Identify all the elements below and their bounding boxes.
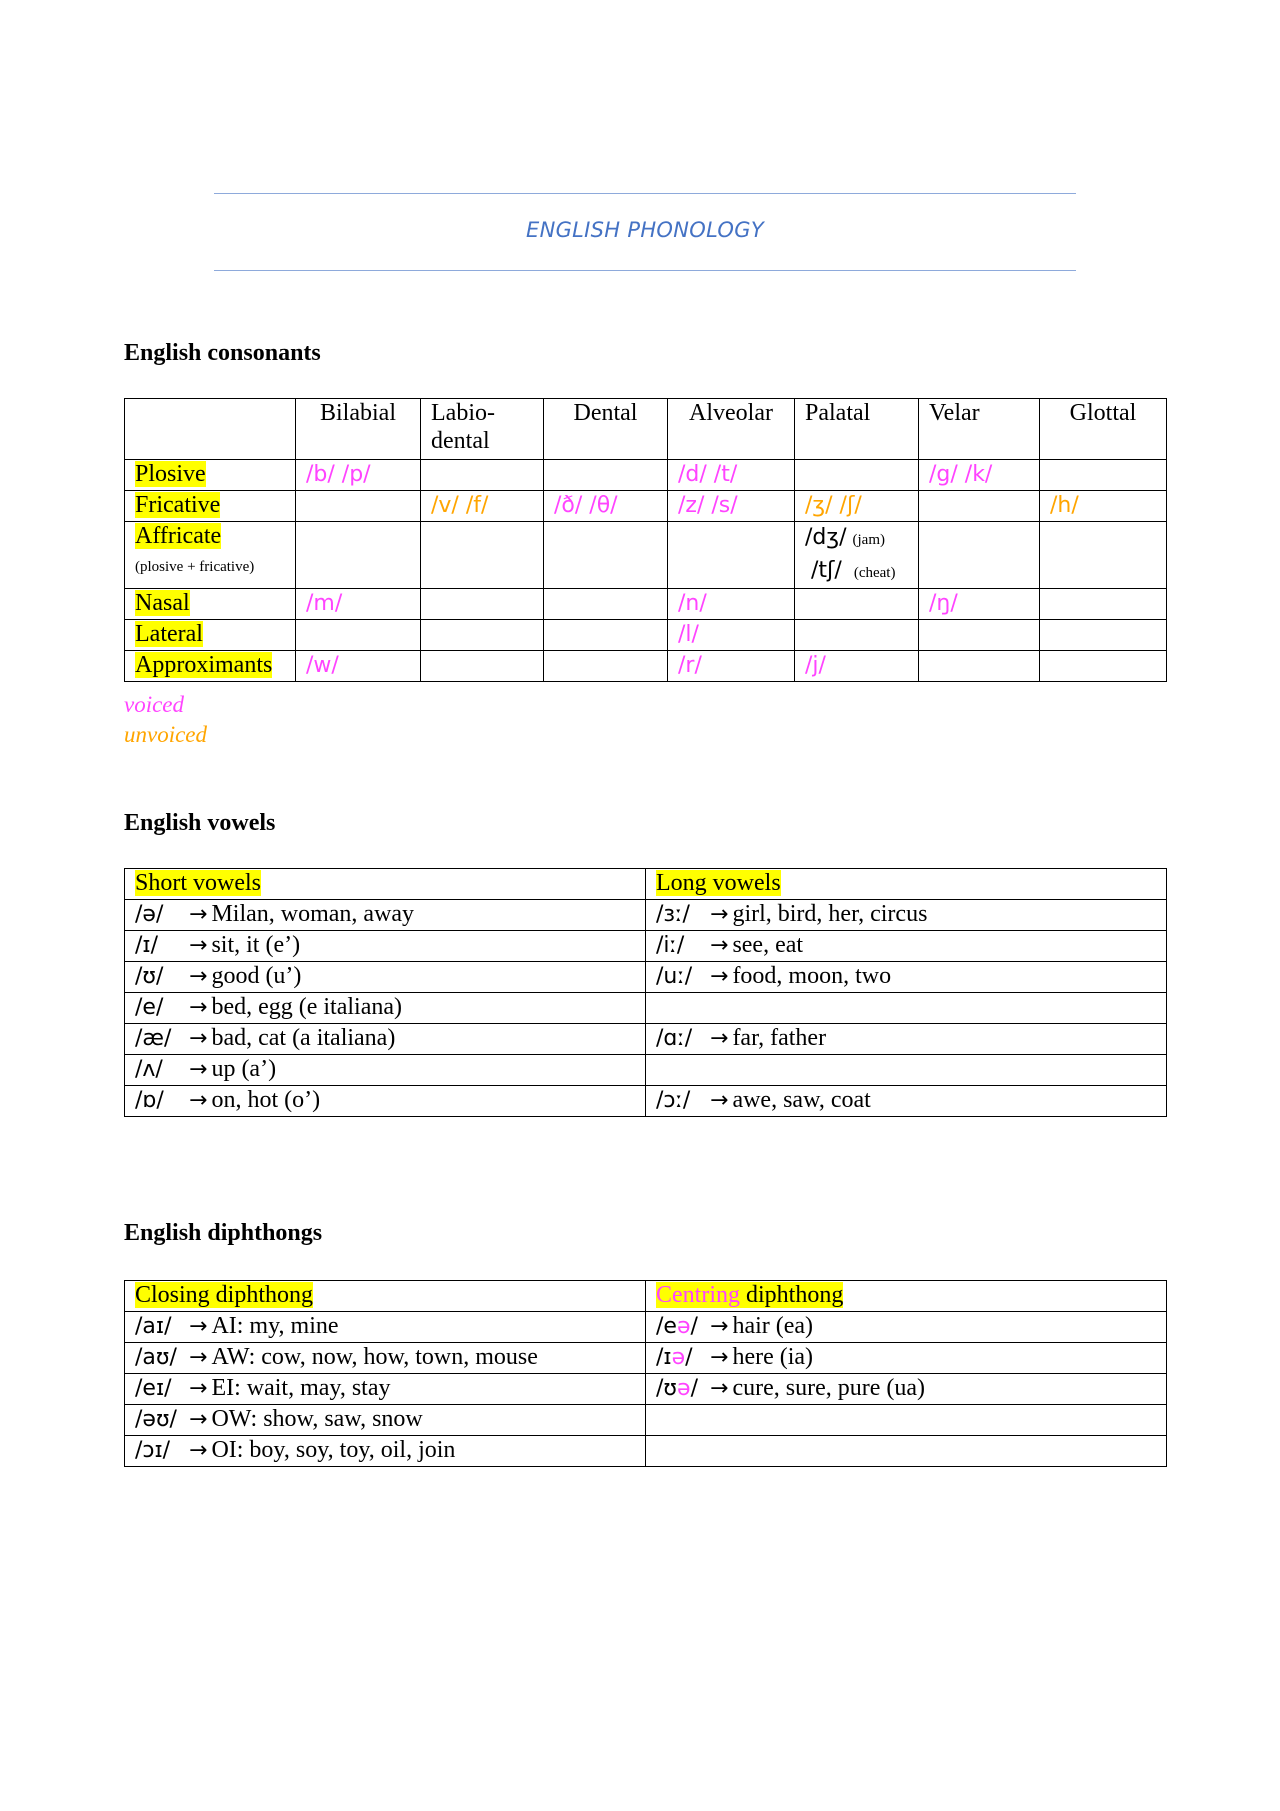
short-vowel-ipa: /ɪ/: [135, 933, 158, 958]
centring-diphthong-cell: [646, 1436, 1167, 1467]
approximants-alveolar: /r/: [678, 653, 702, 678]
nasal-alveolar: /n/: [678, 591, 707, 616]
legend-unvoiced: unvoiced: [124, 722, 208, 747]
centring-diphthong-cell: [646, 1343, 1167, 1374]
short-vowel-cell: [125, 962, 646, 993]
closing-diphthong-cell: [125, 1436, 646, 1467]
col-glottal: Glottal: [1040, 399, 1167, 460]
arrow-icon: →: [710, 964, 729, 989]
long-vowels-header: Long vowels: [656, 870, 781, 896]
diphthongs-heading: English diphthongs: [124, 1220, 323, 1246]
arrow-icon: →: [189, 995, 208, 1020]
legend-voiced: voiced: [124, 692, 185, 717]
label-affricate: Affricate: [135, 523, 222, 549]
long-vowel-cell: [646, 1024, 1167, 1055]
row-fricative: [125, 491, 1167, 522]
centring-ipa-schwa: ə: [671, 1345, 686, 1370]
arrow-icon: →: [189, 933, 208, 958]
arrow-icon: →: [189, 902, 208, 927]
short-vowel-examples: on, hot (o’): [211, 1087, 321, 1113]
approximants-palatal: /j/: [805, 653, 826, 678]
col-velar: Velar: [919, 399, 1040, 460]
vowels-table: [124, 868, 1167, 1117]
short-vowel-examples: bed, egg (e italiana): [211, 994, 403, 1020]
affricate-dj-note: (jam): [852, 532, 885, 548]
vowel-row: [125, 900, 1167, 931]
short-vowel-cell: [125, 931, 646, 962]
centring-ipa-end: /: [685, 1345, 693, 1370]
closing-diphthong-ipa: /ɔɪ/: [135, 1438, 171, 1463]
closing-diphthong-ipa: /aʊ/: [135, 1345, 177, 1370]
arrow-icon: →: [710, 1376, 729, 1401]
arrow-icon: →: [710, 1088, 729, 1113]
centring-ipa-start: /ʊ: [656, 1376, 678, 1401]
short-vowel-examples: up (a’): [211, 1056, 277, 1082]
affricate-note: (plosive + fricative): [135, 559, 255, 575]
long-vowel-examples: girl, bird, her, circus: [732, 901, 928, 927]
fricative-glottal: /h/: [1050, 493, 1079, 518]
vowels-heading: English vowels: [124, 810, 276, 836]
long-vowel-ipa: /ɑː/: [656, 1026, 693, 1051]
centring-ipa-schwa: ə: [676, 1314, 691, 1339]
centring-diphthong-examples: cure, sure, pure (ua): [732, 1375, 925, 1401]
closing-diphthong-cell: [125, 1405, 646, 1436]
centring-header-word: Centring: [656, 1282, 740, 1308]
long-vowel-ipa: /ɔː/: [656, 1088, 691, 1113]
col-alveolar: Alveolar: [668, 399, 795, 460]
long-vowel-ipa: /iː/: [656, 933, 685, 958]
arrow-icon: →: [189, 1407, 208, 1432]
row-nasal: [125, 589, 1167, 620]
closing-diphthong-cell: [125, 1374, 646, 1405]
col-palatal: Palatal: [795, 399, 919, 460]
affricate-tsh: /tʃ/: [811, 558, 842, 583]
long-vowel-ipa: /uː/: [656, 964, 693, 989]
arrow-icon: →: [710, 1314, 729, 1339]
arrow-icon: →: [710, 933, 729, 958]
consonants-table: [124, 398, 1167, 682]
long-vowel-cell: [646, 1086, 1167, 1117]
diphthongs-header-row: [125, 1281, 1167, 1312]
closing-diphthong-cell: [125, 1312, 646, 1343]
diphthong-row: [125, 1436, 1167, 1467]
nasal-velar: /ŋ/: [929, 591, 958, 616]
closing-diphthong-cell: [125, 1343, 646, 1374]
vowel-row: [125, 1024, 1167, 1055]
closing-diphthong-ipa: /eɪ/: [135, 1376, 172, 1401]
fricative-palatal: /ʒ/ /ʃ/: [805, 493, 862, 518]
closing-diphthong-ipa: /aɪ/: [135, 1314, 172, 1339]
vowel-row: [125, 1055, 1167, 1086]
col-dental: Dental: [544, 399, 668, 460]
consonants-header-row: [125, 399, 1167, 460]
label-plosive: Plosive: [135, 461, 206, 487]
plosive-velar: /g/ /k/: [929, 462, 993, 487]
row-plosive: [125, 460, 1167, 491]
vowel-row: [125, 993, 1167, 1024]
nasal-bilabial: /m/: [306, 591, 343, 616]
short-vowels-header: Short vowels: [135, 870, 261, 896]
short-vowel-cell: [125, 900, 646, 931]
centring-ipa-end: /: [690, 1376, 698, 1401]
lateral-alveolar: /l/: [678, 622, 699, 647]
affricate-tsh-note: (cheat): [853, 565, 896, 581]
closing-diphthong-examples: EI: wait, may, stay: [211, 1375, 391, 1401]
long-vowel-cell: [646, 993, 1167, 1024]
short-vowel-ipa: /e/: [135, 995, 164, 1020]
document-title: ENGLISH PHONOLOGY: [526, 218, 764, 242]
vowels-header-row: [125, 869, 1167, 900]
short-vowel-examples: sit, it (e’): [211, 932, 301, 958]
label-approximants: Approximants: [135, 652, 273, 678]
arrow-icon: →: [189, 964, 208, 989]
centring-diphthong-cell: [646, 1374, 1167, 1405]
short-vowel-cell: [125, 1086, 646, 1117]
short-vowel-cell: [125, 1055, 646, 1086]
closing-diphthong-examples: AW: cow, now, how, town, mouse: [211, 1344, 538, 1370]
arrow-icon: →: [189, 1026, 208, 1051]
short-vowel-examples: Milan, woman, away: [211, 901, 415, 927]
diphthong-row: [125, 1405, 1167, 1436]
long-vowel-ipa: /ɜː/: [656, 902, 690, 927]
corner-cell: [125, 399, 296, 460]
title-rule-bottom: [214, 270, 1076, 271]
centring-diphthong-ipa: [656, 1375, 700, 1403]
short-vowel-examples: bad, cat (a italiana): [211, 1025, 396, 1051]
long-vowel-cell: [646, 1055, 1167, 1086]
closing-diphthong-examples: AI: my, mine: [211, 1313, 339, 1339]
arrow-icon: →: [189, 1345, 208, 1370]
arrow-icon: →: [189, 1314, 208, 1339]
short-vowel-ipa: /ɒ/: [135, 1088, 164, 1113]
vowel-row: [125, 962, 1167, 993]
centring-ipa-end: /: [690, 1314, 698, 1339]
long-vowel-examples: food, moon, two: [732, 963, 892, 989]
long-vowel-examples: far, father: [732, 1025, 827, 1051]
long-vowel-cell: [646, 962, 1167, 993]
closing-diphthong-examples: OW: show, saw, snow: [211, 1406, 423, 1432]
long-vowel-cell: [646, 900, 1167, 931]
short-vowel-examples: good (u’): [211, 963, 302, 989]
centring-diphthong-cell: [646, 1312, 1167, 1343]
fricative-alveolar: /z/ /s/: [678, 493, 738, 518]
fricative-dental: /ð/ /θ/: [554, 493, 618, 518]
centring-header-rest: diphthong: [740, 1282, 844, 1308]
arrow-icon: →: [710, 1026, 729, 1051]
centring-ipa-start: /e: [656, 1314, 677, 1339]
closing-diphthong-header: Closing diphthong: [135, 1282, 314, 1308]
closing-diphthong-ipa: /əʊ/: [135, 1407, 177, 1432]
row-lateral: [125, 620, 1167, 651]
diphthong-row: [125, 1343, 1167, 1374]
centring-diphthong-ipa: [656, 1344, 700, 1372]
centring-diphthong-examples: hair (ea): [732, 1313, 814, 1339]
long-vowel-examples: awe, saw, coat: [732, 1087, 871, 1113]
diphthong-row: [125, 1312, 1167, 1343]
short-vowel-ipa: /æ/: [135, 1026, 172, 1051]
label-fricative: Fricative: [135, 492, 221, 518]
col-bilabial: Bilabial: [296, 399, 421, 460]
diphthong-row: [125, 1374, 1167, 1405]
row-approximants: [125, 651, 1167, 682]
centring-diphthong-examples: here (ia): [732, 1344, 814, 1370]
arrow-icon: →: [710, 902, 729, 927]
fricative-labiodental: /v/ /f/: [431, 493, 489, 518]
centring-diphthong-cell: [646, 1405, 1167, 1436]
row-affricate: [125, 522, 1167, 589]
label-lateral: Lateral: [135, 621, 203, 647]
plosive-alveolar: /d/ /t/: [678, 462, 738, 487]
arrow-icon: →: [189, 1088, 208, 1113]
diphthongs-table: [124, 1280, 1167, 1467]
consonants-heading: English consonants: [124, 340, 321, 366]
approximants-bilabial: /w/: [306, 653, 339, 678]
long-vowel-examples: see, eat: [732, 932, 804, 958]
label-nasal: Nasal: [135, 590, 190, 616]
arrow-icon: →: [189, 1438, 208, 1463]
arrow-icon: →: [189, 1057, 208, 1082]
short-vowel-ipa: /ʊ/: [135, 964, 164, 989]
plosive-bilabial: /b/ /p/: [306, 462, 371, 487]
col-labiodental: Labio- dental: [421, 399, 544, 460]
closing-diphthong-examples: OI: boy, soy, toy, oil, join: [211, 1437, 456, 1463]
centring-ipa-start: /ɪ: [656, 1345, 672, 1370]
centring-ipa-schwa: ə: [677, 1376, 691, 1401]
title-rule-top: [214, 193, 1076, 194]
arrow-icon: →: [189, 1376, 208, 1401]
affricate-dj: /dʒ/: [805, 525, 847, 550]
centring-diphthong-ipa: [656, 1313, 700, 1341]
vowel-row: [125, 931, 1167, 962]
short-vowel-ipa: /ʌ/: [135, 1057, 163, 1082]
arrow-icon: →: [710, 1345, 729, 1370]
long-vowel-cell: [646, 931, 1167, 962]
short-vowel-cell: [125, 1024, 646, 1055]
short-vowel-cell: [125, 993, 646, 1024]
vowel-row: [125, 1086, 1167, 1117]
short-vowel-ipa: /ə/: [135, 902, 164, 927]
